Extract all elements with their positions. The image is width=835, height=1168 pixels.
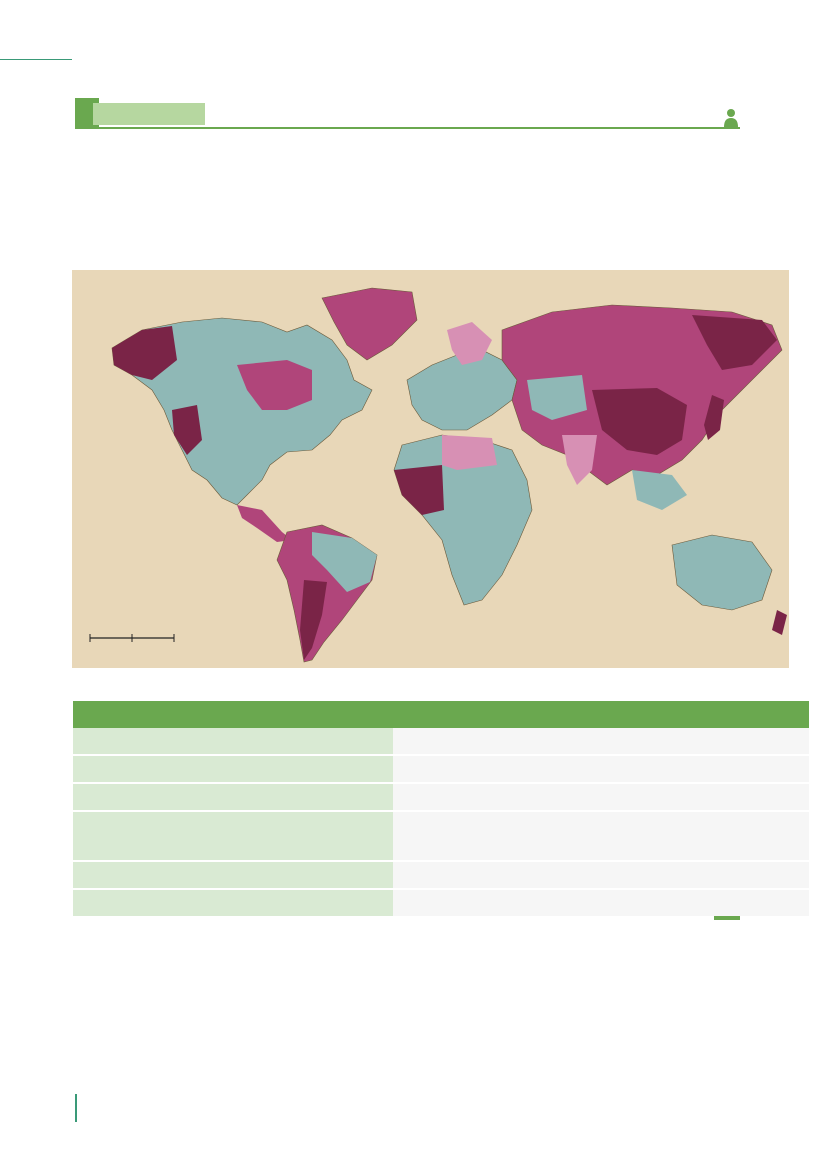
participants-table — [73, 701, 809, 918]
zone-cell — [393, 755, 809, 783]
table-row — [73, 861, 809, 889]
table-row — [73, 728, 809, 755]
city-cell — [73, 755, 393, 783]
banner-rule — [75, 127, 740, 129]
table-header-zone — [393, 701, 809, 728]
time-zone-map — [72, 270, 789, 668]
person-icon — [723, 108, 739, 128]
table-header-city — [73, 701, 393, 728]
zone-cell — [393, 811, 809, 861]
city-cell — [73, 861, 393, 889]
table-row — [73, 811, 809, 861]
zone-cell — [393, 728, 809, 755]
city-cell — [73, 889, 393, 917]
longitude-labels — [74, 255, 786, 271]
activity-label — [93, 103, 205, 125]
zone-cell — [393, 889, 809, 917]
city-cell — [73, 783, 393, 811]
time-zone-labels — [74, 672, 786, 702]
table-row — [73, 755, 809, 783]
zone-cell — [393, 783, 809, 811]
table-end-mark — [714, 916, 740, 920]
page-number-bar — [75, 1094, 77, 1122]
city-cell — [73, 728, 393, 755]
header-rule — [0, 59, 72, 60]
table-row — [73, 783, 809, 811]
activity-banner — [75, 98, 740, 128]
zone-cell — [393, 861, 809, 889]
north-africa — [442, 435, 497, 470]
table-row — [73, 889, 809, 917]
city-cell — [73, 811, 393, 861]
